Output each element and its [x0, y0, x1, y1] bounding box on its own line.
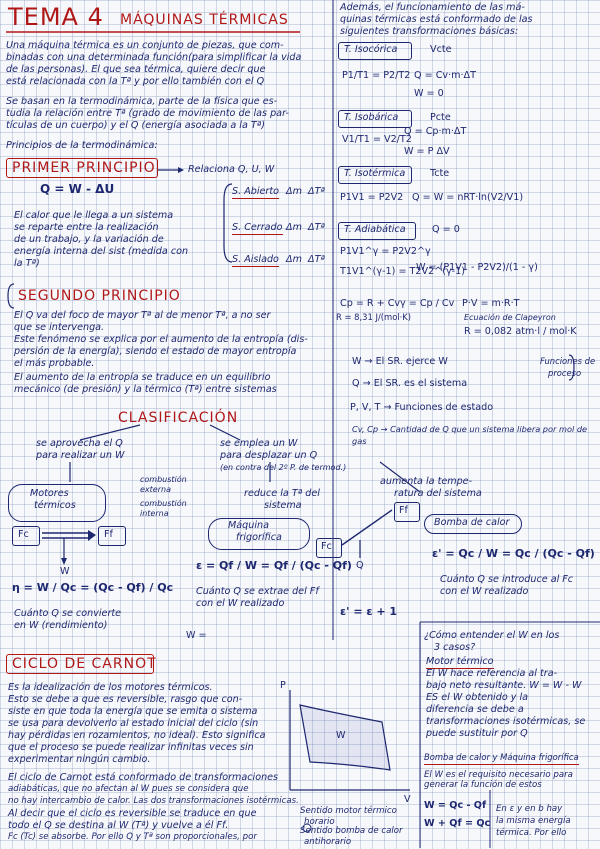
motor-w-label: W: [60, 566, 70, 577]
cases-brace: [224, 184, 232, 262]
sentido-bomba-1: Sentido bomba de calor: [300, 826, 403, 836]
isobarica-cond: Pcte: [430, 112, 451, 123]
sign-w: W → El SR. ejerce W: [352, 356, 448, 367]
motor-5: transformaciones isotérmicas, se: [426, 716, 586, 727]
case-cerrado-label: S. Cerrado: [232, 222, 283, 233]
case-cerrado-sym: Δm ΔTª: [286, 222, 325, 233]
adiabatica-cond: Q = 0: [432, 224, 460, 235]
aumenta-2: ratura del sistema: [394, 488, 482, 499]
case-abierto-sym: Δm ΔTª: [286, 186, 325, 197]
eta-note-2: en W (rendimiento): [14, 620, 108, 631]
carnot-text-4: se usa para devolverlo al estado inicial del ciclo (sin: [8, 718, 259, 729]
question-2: 3 casos?: [434, 642, 476, 653]
isocorica-f1: P1/T1 = P2/T2: [342, 70, 411, 81]
frig-q-label: Q: [356, 560, 364, 571]
case-aislado-sym: Δm ΔTª: [286, 254, 325, 265]
frig-ff-label: Ff: [399, 505, 408, 516]
cp-formula: Cp = R + Cv: [340, 298, 401, 309]
funciones-2: proceso: [548, 368, 582, 378]
motor-3: ES el W obtenido y la: [426, 692, 529, 703]
pv-w-label: W: [336, 730, 346, 741]
arrowhead-relaciona: [178, 167, 184, 173]
bomba-2: generar la función de estos: [424, 780, 542, 790]
segundo-text-5: el más probable.: [14, 358, 95, 369]
adiabatica-title: T. Adiabática: [344, 224, 406, 235]
motor-title: Motor térmico: [426, 656, 494, 667]
comb-3: combustión: [140, 499, 187, 508]
reduce-2: sistema: [264, 500, 302, 511]
clapeyron-label: Ecuación de Clapeyron: [464, 313, 556, 322]
comb-4: interna: [140, 509, 169, 518]
carnot-text-10: no hay intercambio de calor. Las dos transformaciones isotérmicas.: [8, 796, 299, 806]
carnot-text-5: hay pérdidas en rozamientos, no ideal). Esto significa: [8, 730, 266, 741]
sign-q: Q → El SR. es el sistema: [352, 378, 468, 389]
clasificacion-title: CLASIFICACIÓN: [118, 410, 239, 426]
principios-label: Principios de la termodinámica:: [6, 140, 158, 151]
funciones-1: Funciones de: [540, 356, 596, 366]
primer-text-4: energía interna del sist (medida con: [14, 246, 189, 257]
gamma-formula: γ = Cp / Cv: [400, 298, 455, 309]
carnot-text-6: que el proceso se puede realizar infinitas veces sin: [8, 742, 254, 753]
right-intro-2: quinas térmicas está conformado de las: [340, 14, 533, 25]
isotermica-title: T. Isotérmica: [344, 168, 406, 179]
frig-arrow: [342, 510, 392, 545]
pv-v-label: V: [404, 794, 411, 805]
page-title: MÁQUINAS TÉRMICAS: [120, 12, 289, 28]
segundo-text-2: que se intervenga.: [14, 322, 105, 333]
case-aislado-label: S. Aislado: [232, 254, 279, 265]
carnot-text-9: adiabáticas, que no afectan al W pues se considera que: [8, 784, 249, 794]
ff-label: Ff: [104, 529, 113, 540]
motor-4: diferencia se debe a: [426, 704, 524, 715]
tema-title: TEMA 4: [8, 3, 104, 31]
eps-relation: ε' = ε + 1: [340, 605, 398, 618]
primer-text-1: El calor que le llega a un sistema: [14, 210, 174, 221]
fc-label: Fc: [18, 529, 29, 540]
base-line-2: tudia la relación entre Tª (grado de movimiento de las par-: [6, 108, 289, 119]
comb-1: combustión: [140, 475, 187, 484]
w-equals: W =: [186, 630, 207, 641]
aumenta-1: aumenta la tempe-: [380, 476, 473, 487]
clasif-left-1: se aprovecha el Q: [36, 438, 123, 449]
bomba-6: la misma energía: [496, 816, 571, 826]
segundo-brace: [8, 284, 14, 308]
frig-fc-label: Fc: [321, 541, 332, 552]
primer-formula: Q = W - ΔU: [40, 182, 115, 196]
carnot-title: CICLO DE CARNOT: [12, 656, 157, 672]
r-value-1: R = 8,31 J/(mol·K): [336, 312, 412, 322]
carnot-text-8: El ciclo de Carnot está conformado de transformaciones: [8, 772, 279, 783]
comb-2: externa: [140, 485, 171, 494]
isobarica-f3: W = P ΔV: [404, 146, 450, 157]
clasif-right-1: se emplea un W: [220, 438, 298, 449]
isobarica-f1: V1/T1 = V2/T2: [342, 134, 412, 145]
sentido-bomba-2: antihorario: [304, 837, 352, 847]
intro-line-2: binadas con una determinada función(para simplificar la vida: [6, 52, 302, 63]
adiabatica-f2: T1V1^(γ-1) = T2V2^(γ-1): [340, 266, 465, 277]
carnot-text-3: siste en que toda la energía que se emita o sistema: [8, 706, 258, 717]
clasif-right-2: para desplazar un Q: [220, 450, 318, 461]
maquina-2: frigorífica: [236, 532, 282, 543]
maquina-1: Máquina: [228, 520, 269, 531]
isobarica-f2: Q = Cp·m·ΔT: [404, 126, 467, 137]
eps-formula: ε = Qf / W = Qf / (Qc - Qf): [196, 559, 352, 572]
bomba-7: térmica. Por ello: [496, 828, 567, 838]
isocorica-cond: Vcte: [430, 44, 452, 55]
primer-text-2: se reparte entre la realización: [14, 222, 159, 233]
bomba-4: W + Qf = Qc: [424, 818, 491, 829]
bomba-1: El W es el requisito necesario para: [424, 770, 573, 780]
primer-text-3: de un trabajo, y la variación de: [14, 234, 164, 245]
isocorica-f3: W = 0: [414, 88, 444, 99]
segundo-text-3: Este fenómeno se explica por el aumento de la entropía (dis-: [14, 334, 308, 345]
base-line-1: Se basan en la termodinámica, parte de la física que es-: [6, 96, 278, 107]
bomba-3: W = Qc - Qf: [424, 800, 487, 811]
clasif-left-2: para realizar un W: [36, 450, 125, 461]
carnot-text-1: Es la idealización de los motores térmicos.: [8, 682, 213, 693]
epsp-note-2: con el W realizado: [440, 586, 529, 597]
primer-title: PRIMER PRINCIPIO: [12, 160, 156, 176]
bomba-title: Bomba de calor y Máquina frigorífica: [424, 752, 579, 765]
adiabatica-f3: W = (P1V1 - P2V2)/(1 - γ): [416, 262, 538, 273]
segundo-text-7: mecánico (de presión) y la térmico (Tª) entre sistemas: [14, 384, 277, 395]
right-intro-3: siguientes transformaciones básicas:: [340, 26, 519, 37]
question-1: ¿Cómo entender el W en los: [424, 630, 560, 641]
motor-2: bajo neto resultante. W = W - W: [426, 680, 582, 691]
isotermica-f1: P1V1 = P2V2: [340, 192, 404, 203]
motor-w-arrowhead: [61, 558, 67, 565]
adiabatica-f1: P1V1^γ = P2V2^γ: [340, 246, 431, 257]
epsp-formula: ε' = Qc / W = Qc / (Qc - Qf): [432, 547, 595, 560]
eta-formula: η = W / Qc = (Qc - Qf) / Qc: [12, 581, 174, 594]
estado-line: P, V, T → Funciones de estado: [350, 402, 494, 413]
isocorica-title: T. Isocórica: [344, 44, 398, 55]
reduce-1: reduce la Tª del: [244, 488, 320, 499]
cvcp-line: Cv, Cp → Cantidad de Q que un sistema libera por mol de gas: [352, 424, 588, 446]
segundo-title: SEGUNDO PRINCIPIO: [18, 288, 181, 304]
primer-text-5: la Tª): [14, 258, 40, 269]
segundo-text-6: El aumento de la entropía se traduce en un equilibrio: [14, 372, 271, 383]
pv-formula: P·V = m·R·T: [462, 298, 520, 309]
motores-1: Motores: [30, 488, 69, 499]
sentido-motor-1: Sentido motor térmico: [300, 806, 397, 816]
isotermica-cond: Tcte: [430, 168, 450, 179]
isotermica-f2: Q = W = nRT·ln(V2/V1): [412, 192, 524, 203]
sentido-motor-2: horario: [304, 817, 335, 827]
intro-line-4: está relacionada con la Tª y por ello también con el Q: [6, 76, 265, 87]
motores-2: térmicos: [34, 500, 76, 511]
right-intro-1: Además, el funcionamiento de las má-: [340, 2, 525, 13]
primer-relation: Relaciona Q, U, W: [188, 164, 275, 175]
intro-line-3: de las personas). El que sea térmica, quiere decir que: [6, 64, 266, 75]
carnot-text-12: todo el Q se destina al W (Tª) y vuelve a él Ff.: [8, 820, 229, 831]
case-abierto-label: S. Abierto: [232, 186, 279, 197]
segundo-text-4: persión de la energía), siendo el estado de mayor entropía: [14, 346, 297, 357]
motor-1: El W hace referencia al tra-: [426, 668, 558, 679]
epsp-note-1: Cuánto Q se introduce al Fc: [440, 574, 574, 585]
clasif-right-3: (en contra del 2º P. de termod.): [220, 463, 347, 472]
carnot-text-13: Fc (Tc) se absorbe. Por ello Q y Tª son proporcionales, por: [8, 832, 257, 842]
intro-line-1: Una máquina térmica es un conjunto de piezas, que com-: [6, 40, 284, 51]
motor-arrowhead: [88, 530, 96, 541]
bomba-label: Bomba de calor: [434, 517, 510, 528]
base-line-3: tículas de un cuerpo) y el Q (energía asociada a la Tª): [6, 120, 266, 131]
isobarica-title: T. Isobárica: [344, 112, 399, 123]
motor-6: puede sustituir por Q: [426, 728, 528, 739]
carnot-text-2: Esto se debe a que es reversible, rasgo que con-: [8, 694, 243, 705]
pv-p-label: P: [280, 680, 286, 691]
eta-note-1: Cuánto Q se convierte: [14, 608, 122, 619]
bomba-5: En ε y en b hay: [496, 804, 563, 814]
eps-note-1: Cuánto Q se extrae del Ff: [196, 586, 319, 597]
carnot-text-7: experimentar ningún cambio.: [8, 754, 151, 765]
segundo-text-1: El Q va del foco de mayor Tª al de menor Tª, a no ser: [14, 310, 271, 321]
r-value-2: R = 0,082 atm·l / mol·K: [464, 326, 577, 337]
eps-note-2: con el W realizado: [196, 598, 285, 609]
isocorica-f2: Q = Cv·m·ΔT: [414, 70, 476, 81]
carnot-text-11: Al decir que el ciclo es reversible se traduce en que: [8, 808, 257, 819]
